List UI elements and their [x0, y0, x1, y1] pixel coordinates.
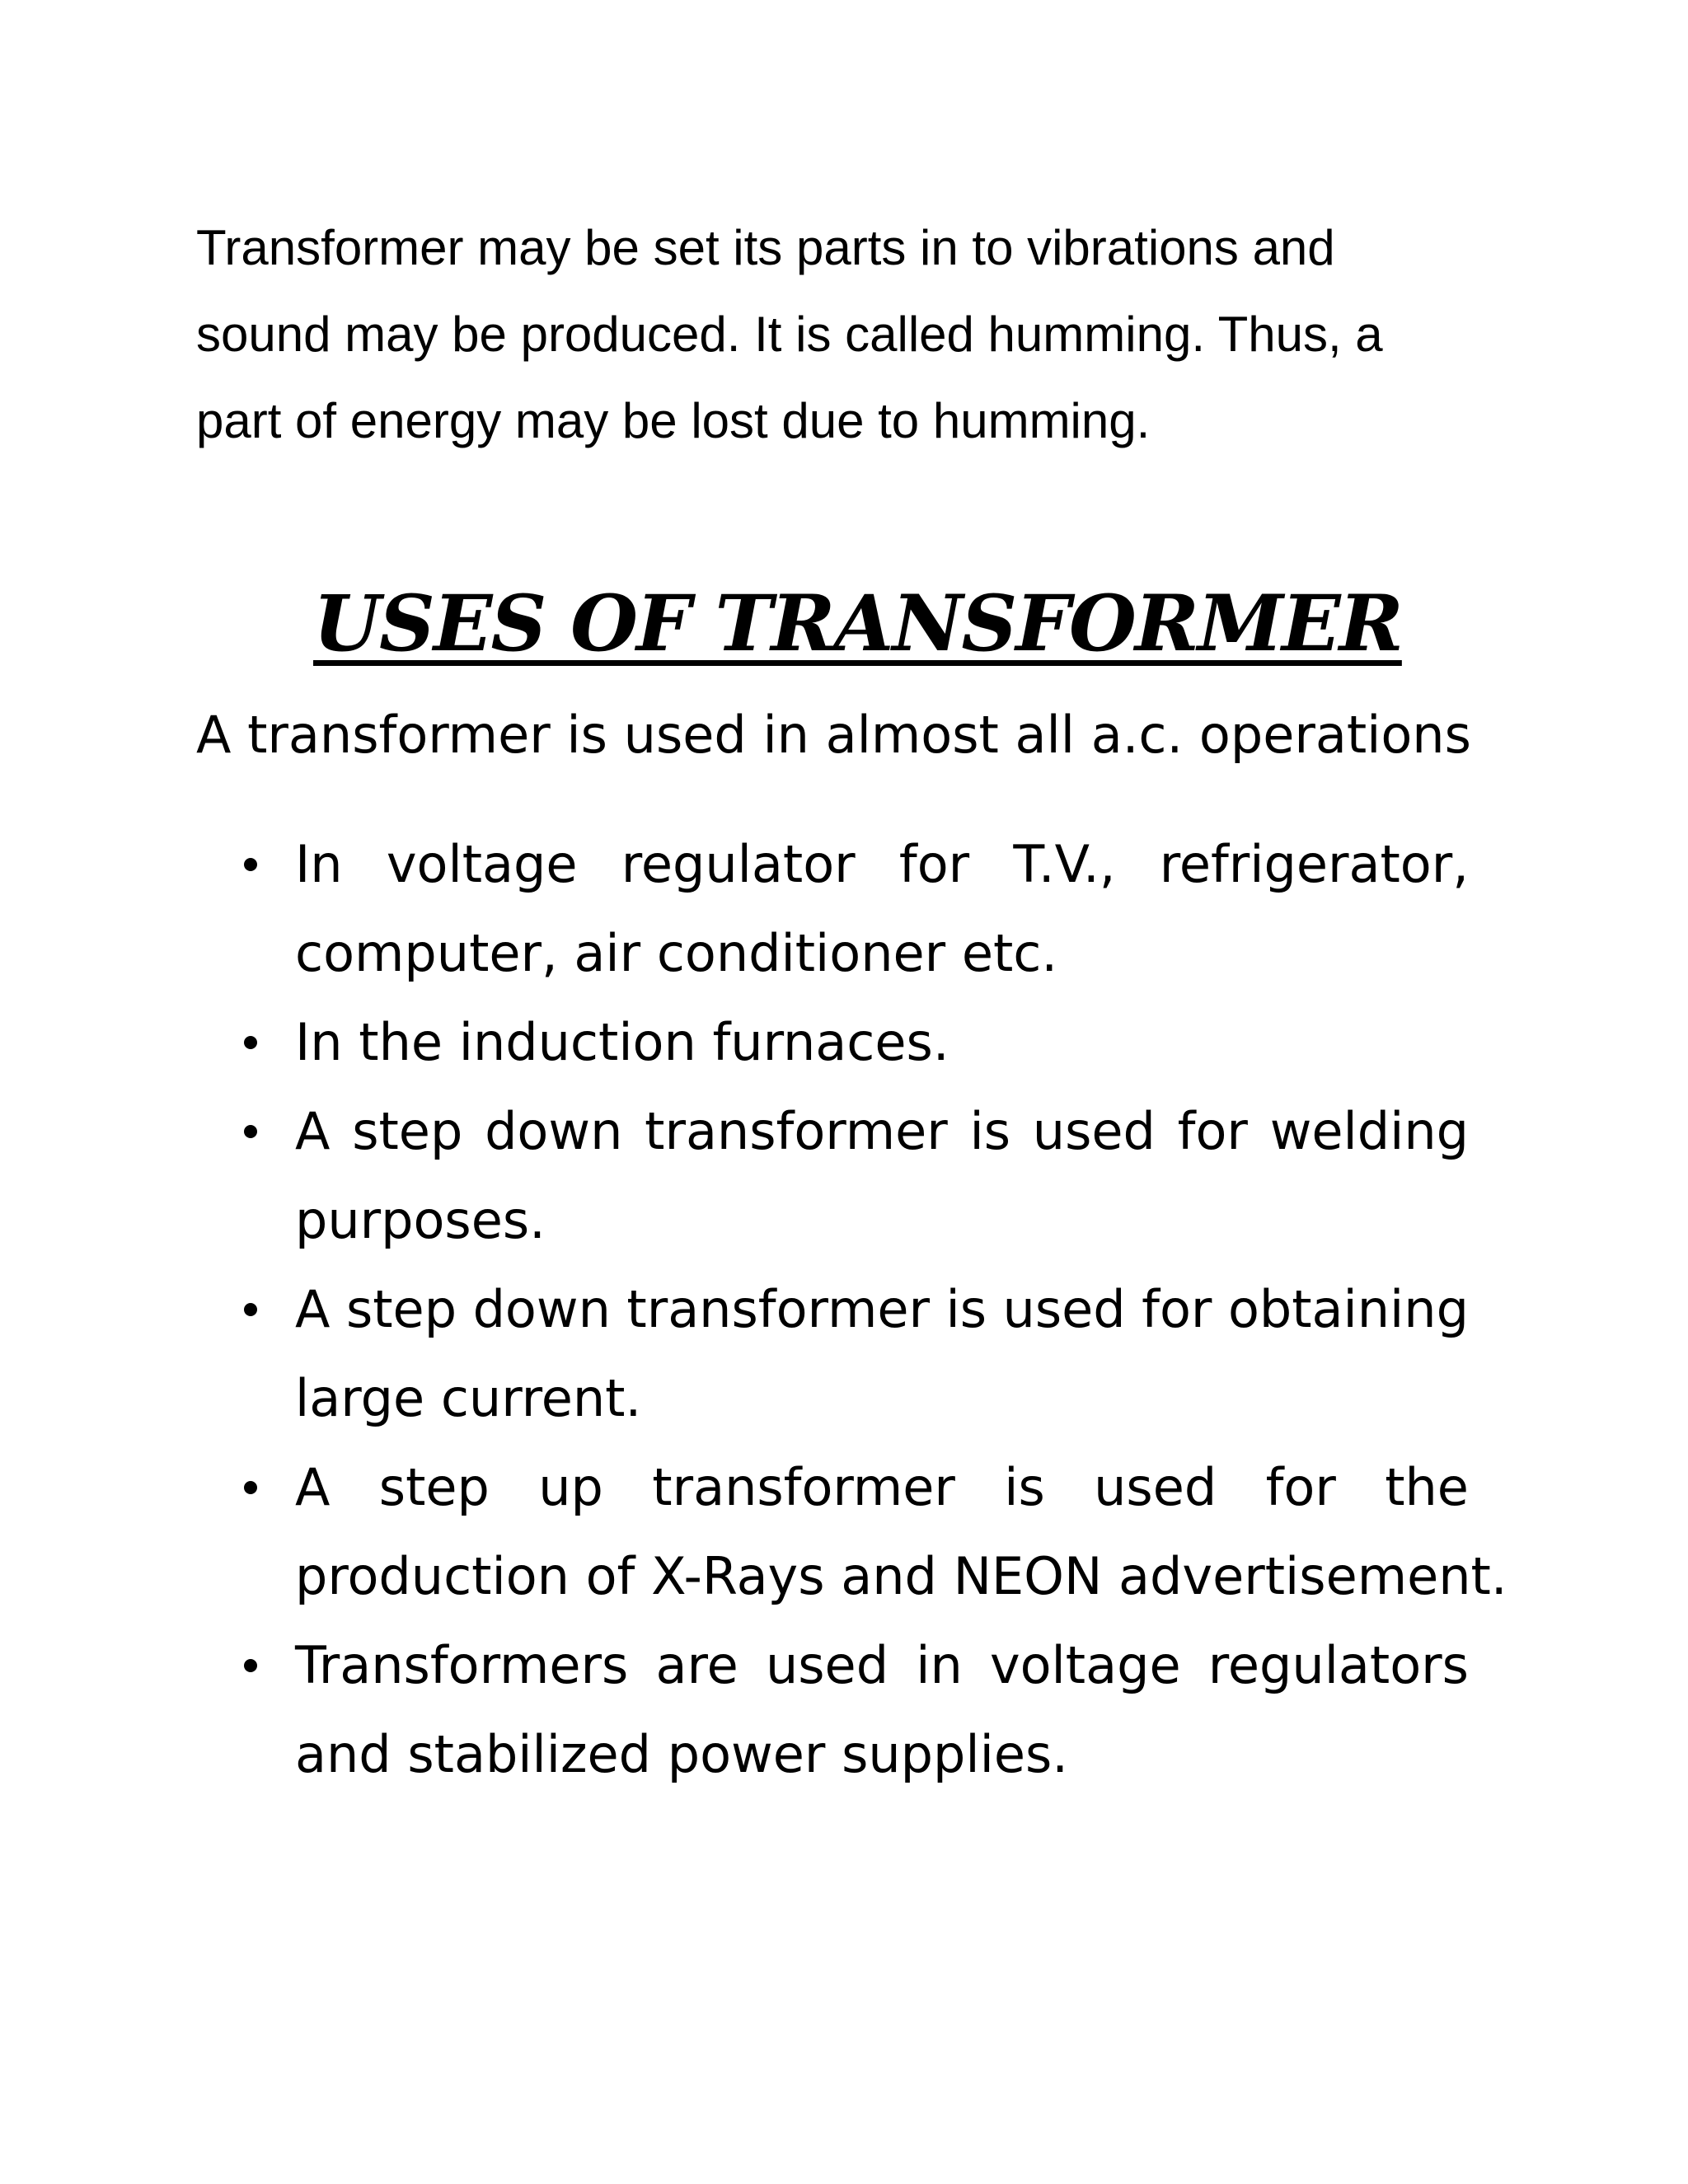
use-line: production of X-Rays and NEON advertisement. — [295, 1546, 1507, 1606]
use-word: step — [352, 1101, 463, 1161]
use-line: purposes. — [295, 1190, 546, 1250]
intro-line: sound may be produced. It is called humming. Thus, a — [196, 307, 1383, 362]
bullet-icon — [244, 1481, 257, 1494]
use-word: In — [295, 834, 343, 894]
use-list-item — [244, 998, 1469, 1087]
use-line — [295, 1621, 1469, 1710]
use-word: voltage — [386, 834, 578, 894]
use-word: A — [295, 1457, 331, 1517]
use-word: step — [345, 1279, 457, 1339]
bullet-icon — [244, 1125, 257, 1138]
use-word: used — [1002, 1279, 1126, 1339]
use-word: up — [538, 1457, 603, 1517]
use-line — [295, 1265, 1469, 1354]
use-word: obtaining — [1227, 1279, 1469, 1339]
use-word: transformer — [652, 1457, 955, 1517]
use-word: for — [1265, 1457, 1336, 1517]
use-word: is — [1004, 1457, 1045, 1517]
uses-list — [244, 820, 1507, 1799]
use-word: is — [945, 1279, 987, 1339]
bullet-icon — [244, 1303, 257, 1316]
use-line — [295, 1443, 1469, 1532]
intro-line: Transformer may be set its parts in to vibrations and — [196, 220, 1335, 275]
use-line: and stabilized power supplies. — [295, 1724, 1068, 1784]
bullet-icon — [244, 1659, 257, 1672]
intro-paragraph — [196, 204, 1482, 464]
use-word: for — [898, 834, 970, 894]
use-line — [295, 820, 1469, 909]
use-list-item — [244, 1621, 1469, 1799]
use-word: is — [969, 1101, 1011, 1161]
use-line: large current. — [295, 1368, 642, 1428]
use-list-item — [244, 820, 1469, 998]
use-word: for — [1177, 1101, 1248, 1161]
use-word: A — [295, 1279, 331, 1339]
bullet-icon — [244, 858, 257, 871]
use-list-item — [244, 1443, 1507, 1621]
use-word: Transformers — [295, 1635, 629, 1695]
use-line — [295, 1087, 1469, 1176]
use-list-item — [244, 1087, 1469, 1265]
bullet-icon — [244, 1036, 257, 1049]
use-word: transformer — [626, 1279, 930, 1339]
use-word: step — [378, 1457, 490, 1517]
use-word: used — [765, 1635, 889, 1695]
use-word: T.V., — [1013, 834, 1116, 894]
intro-line: part of energy may be lost due to humming. — [196, 393, 1151, 448]
use-word: regulators — [1207, 1635, 1469, 1695]
use-line: computer, air conditioner etc. — [295, 923, 1058, 983]
use-word: A — [295, 1101, 331, 1161]
use-word: used — [1032, 1101, 1156, 1161]
use-word: refrigerator, — [1159, 834, 1469, 894]
use-word: are — [655, 1635, 738, 1695]
use-word: welding — [1269, 1101, 1469, 1161]
use-word: used — [1094, 1457, 1217, 1517]
use-word: transformer — [645, 1101, 948, 1161]
use-word: voltage — [989, 1635, 1181, 1695]
use-word: regulator — [621, 834, 856, 894]
use-list-item — [244, 1265, 1469, 1443]
use-word: the — [1385, 1457, 1469, 1517]
use-word: down — [485, 1101, 623, 1161]
use-word: in — [916, 1635, 963, 1695]
lead-sentence: A transformer is used in almost all a.c. operations — [196, 705, 1471, 765]
use-line: In the induction furnaces. — [295, 1012, 950, 1072]
use-word: down — [472, 1279, 611, 1339]
use-word: for — [1142, 1279, 1212, 1339]
section-heading: USES OF TRANSFORMER — [313, 579, 1402, 669]
